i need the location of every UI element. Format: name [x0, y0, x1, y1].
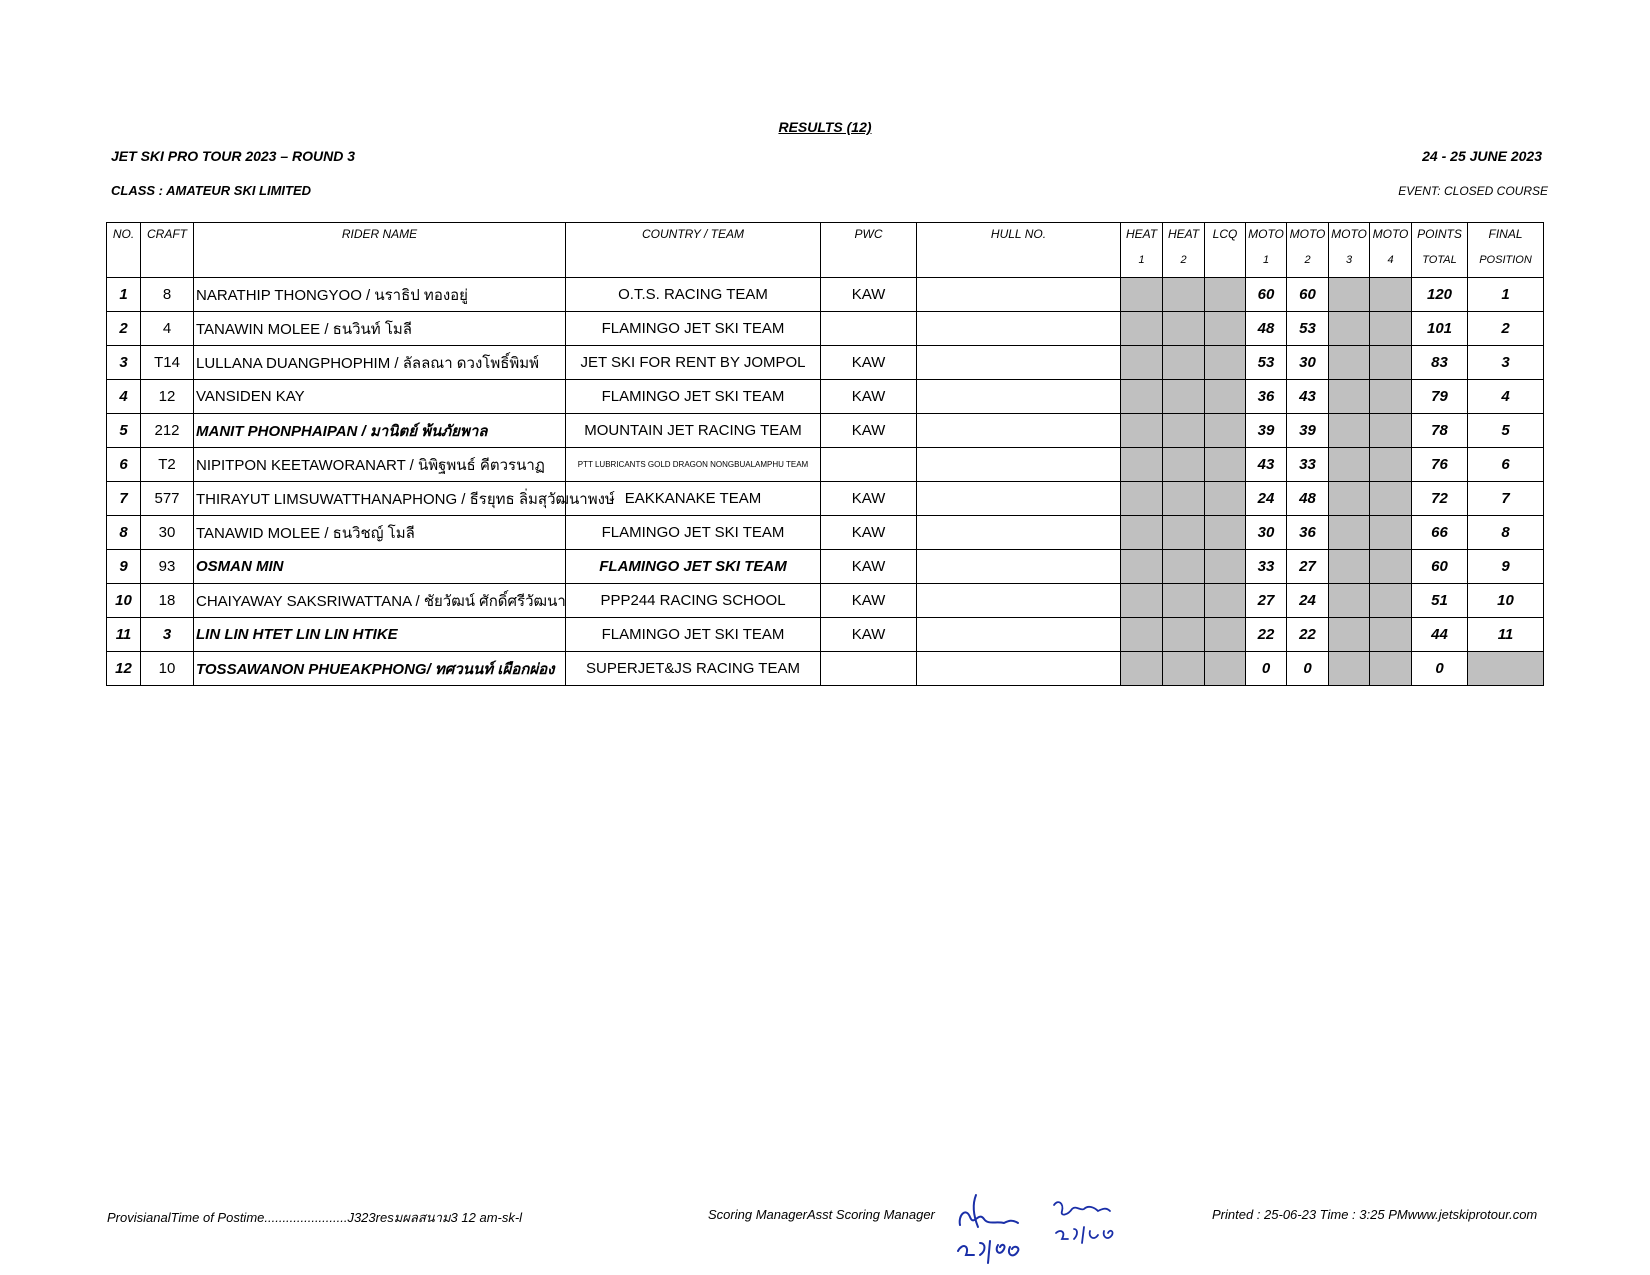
- moto-2: 30: [1287, 346, 1329, 380]
- column-header: [917, 223, 1121, 278]
- moto-2: 24: [1287, 584, 1329, 618]
- signature-scoring-manager: [958, 1195, 1018, 1263]
- country-team: FLAMINGO JET SKI TEAM: [566, 516, 821, 550]
- column-header-sublabel: 1: [1262, 254, 1270, 266]
- lcq: [1205, 414, 1246, 448]
- points-total: 72: [1412, 482, 1468, 516]
- column-header-label: COUNTRY / TEAM: [641, 227, 744, 241]
- moto-1: 36: [1246, 380, 1287, 414]
- row-number: 11: [107, 618, 141, 652]
- column-header-sublabel: TOTAL: [1422, 254, 1457, 266]
- column-header-sublabel: 4: [1387, 254, 1394, 266]
- pwc: KAW: [821, 550, 917, 584]
- moto-4: [1370, 618, 1412, 652]
- row-number: 1: [107, 278, 141, 312]
- moto-1: 30: [1246, 516, 1287, 550]
- table-header-row: [107, 223, 1544, 278]
- final-position: 4: [1468, 380, 1544, 414]
- table-row: [107, 346, 1544, 380]
- lcq: [1205, 550, 1246, 584]
- country-team: PPP244 RACING SCHOOL: [566, 584, 821, 618]
- moto-4: [1370, 312, 1412, 346]
- moto-2: 0: [1287, 652, 1329, 686]
- pwc: [821, 448, 917, 482]
- table-row: [107, 380, 1544, 414]
- rider-name: NIPITPON KEETAWORANART / นิพิฐพนธ์ คีตวรนาฏ: [194, 448, 566, 482]
- lcq: [1205, 278, 1246, 312]
- row-number: 2: [107, 312, 141, 346]
- moto-1: 48: [1246, 312, 1287, 346]
- column-header-label: CRAFT: [147, 227, 187, 241]
- table-body: [107, 278, 1544, 686]
- moto-1: 22: [1246, 618, 1287, 652]
- heat-2: [1163, 414, 1205, 448]
- points-total: 120: [1412, 278, 1468, 312]
- row-number: 3: [107, 346, 141, 380]
- craft-number: 212: [141, 414, 194, 448]
- column-header-sublabel: 2: [1304, 254, 1311, 266]
- heat-1: [1121, 550, 1163, 584]
- points-total: 66: [1412, 516, 1468, 550]
- hull-no: [917, 346, 1121, 380]
- points-total: 76: [1412, 448, 1468, 482]
- column-header-label: LCQ: [1212, 227, 1238, 241]
- final-position: 3: [1468, 346, 1544, 380]
- hull-no: [917, 516, 1121, 550]
- moto-2: 48: [1287, 482, 1329, 516]
- heat-2: [1163, 550, 1205, 584]
- moto-2: 27: [1287, 550, 1329, 584]
- craft-number: T2: [141, 448, 194, 482]
- rider-name: CHAIYAWAY SAKSRIWATTANA / ชัยวัฒน์ ศักดิ์ศรีวัฒนา: [194, 584, 566, 618]
- craft-number: 4: [141, 312, 194, 346]
- country-team: JET SKI FOR RENT BY JOMPOL: [566, 346, 821, 380]
- final-position: 5: [1468, 414, 1544, 448]
- column-header: [1329, 223, 1370, 278]
- lcq: [1205, 448, 1246, 482]
- heat-1: [1121, 346, 1163, 380]
- hull-no: [917, 448, 1121, 482]
- moto-2: 36: [1287, 516, 1329, 550]
- country-team: PTT LUBRICANTS GOLD DRAGON NONGBUALAMPHU TEAM: [566, 448, 821, 482]
- column-header-sublabel: 1: [1138, 254, 1145, 266]
- table-row: [107, 584, 1544, 618]
- moto-3: [1329, 380, 1370, 414]
- column-header-sublabel: 3: [1345, 254, 1353, 266]
- rider-name: TOSSAWANON PHUEAKPHONG/ ทศวนนท์ เผือกผ่อง: [194, 652, 566, 686]
- table-row: [107, 482, 1544, 516]
- column-header: [1287, 223, 1329, 278]
- row-number: 8: [107, 516, 141, 550]
- pwc: KAW: [821, 516, 917, 550]
- heat-2: [1163, 516, 1205, 550]
- footer-left: ProvisianalTime of Postime.......................J323resมผลสนาม3 12 am-sk-l: [107, 1210, 523, 1225]
- hull-no: [917, 380, 1121, 414]
- moto-3: [1329, 414, 1370, 448]
- craft-number: 12: [141, 380, 194, 414]
- hull-no: [917, 312, 1121, 346]
- points-total: 101: [1412, 312, 1468, 346]
- rider-name: NARATHIP THONGYOO / นราธิป ทองอยู่: [194, 278, 566, 312]
- column-header: [1468, 223, 1544, 278]
- column-header: [821, 223, 917, 278]
- pwc: KAW: [821, 584, 917, 618]
- hull-no: [917, 652, 1121, 686]
- final-position: 2: [1468, 312, 1544, 346]
- points-total: 83: [1412, 346, 1468, 380]
- table-row: [107, 278, 1544, 312]
- heat-1: [1121, 618, 1163, 652]
- column-header-label: NO.: [112, 227, 135, 241]
- heat-2: [1163, 448, 1205, 482]
- points-total: 44: [1412, 618, 1468, 652]
- final-position: 1: [1468, 278, 1544, 312]
- lcq: [1205, 380, 1246, 414]
- column-header: [1163, 223, 1205, 278]
- table-row: [107, 448, 1544, 482]
- heat-2: [1163, 482, 1205, 516]
- heat-2: [1163, 278, 1205, 312]
- hull-no: [917, 414, 1121, 448]
- column-header-sublabel: POSITION: [1479, 254, 1532, 266]
- moto-2: 22: [1287, 618, 1329, 652]
- signatures: [948, 1185, 1138, 1270]
- column-header-label: RIDER NAME: [341, 227, 418, 241]
- moto-4: [1370, 278, 1412, 312]
- heat-1: [1121, 312, 1163, 346]
- heat-1: [1121, 584, 1163, 618]
- row-number: 7: [107, 482, 141, 516]
- hull-no: [917, 550, 1121, 584]
- row-number: 5: [107, 414, 141, 448]
- heat-1: [1121, 278, 1163, 312]
- country-team: FLAMINGO JET SKI TEAM: [566, 380, 821, 414]
- heat-2: [1163, 652, 1205, 686]
- moto-1: 24: [1246, 482, 1287, 516]
- pwc: [821, 312, 917, 346]
- moto-4: [1370, 380, 1412, 414]
- lcq: [1205, 584, 1246, 618]
- craft-number: T14: [141, 346, 194, 380]
- event-title: JET SKI PRO TOUR 2023 – ROUND 3: [111, 148, 356, 164]
- rider-name: LIN LIN HTET LIN LIN HTIKE: [194, 618, 566, 652]
- results-title: RESULTS (12): [778, 119, 872, 135]
- moto-4: [1370, 482, 1412, 516]
- moto-4: [1370, 584, 1412, 618]
- signature-asst-scoring-manager: [1054, 1202, 1113, 1243]
- country-team: O.T.S. RACING TEAM: [566, 278, 821, 312]
- column-header: [1246, 223, 1287, 278]
- rider-name: THIRAYUT LIMSUWATTHANAPHONG / ธีรยุทธ ลิ่มสุวัฒนาพงษ์: [194, 482, 566, 516]
- row-number: 6: [107, 448, 141, 482]
- footer-middle: Scoring ManagerAsst Scoring Manager: [708, 1207, 935, 1222]
- column-header: [566, 223, 821, 278]
- table-row: [107, 414, 1544, 448]
- rider-name: MANIT PHONPHAIPAN / มานิตย์ พ้นภัยพาล: [194, 414, 566, 448]
- column-header: [1121, 223, 1163, 278]
- event-date: 24 - 25 JUNE 2023: [1422, 148, 1542, 164]
- lcq: [1205, 516, 1246, 550]
- country-team: EAKKANAKE TEAM: [566, 482, 821, 516]
- rider-name: TANAWIN MOLEE / ธนวินท์ โมลี: [194, 312, 566, 346]
- lcq: [1205, 482, 1246, 516]
- column-header-label: MOTO: [1289, 227, 1326, 241]
- moto-3: [1329, 312, 1370, 346]
- heat-2: [1163, 312, 1205, 346]
- moto-3: [1329, 516, 1370, 550]
- moto-2: 39: [1287, 414, 1329, 448]
- column-header: [107, 223, 141, 278]
- column-header-label: PWC: [854, 227, 883, 241]
- row-number: 4: [107, 380, 141, 414]
- moto-4: [1370, 414, 1412, 448]
- moto-4: [1370, 346, 1412, 380]
- column-header-label: POINTS: [1417, 227, 1462, 241]
- moto-3: [1329, 346, 1370, 380]
- moto-3: [1329, 278, 1370, 312]
- hull-no: [917, 482, 1121, 516]
- moto-3: [1329, 618, 1370, 652]
- moto-1: 27: [1246, 584, 1287, 618]
- pwc: [821, 652, 917, 686]
- table-row: [107, 652, 1544, 686]
- row-number: 9: [107, 550, 141, 584]
- column-header-label: MOTO: [1372, 227, 1409, 241]
- column-header: [1370, 223, 1412, 278]
- moto-1: 60: [1246, 278, 1287, 312]
- row-number: 12: [107, 652, 141, 686]
- column-header: [1412, 223, 1468, 278]
- pwc: KAW: [821, 618, 917, 652]
- lcq: [1205, 618, 1246, 652]
- heat-1: [1121, 448, 1163, 482]
- heat-1: [1121, 652, 1163, 686]
- moto-1: 33: [1246, 550, 1287, 584]
- heat-1: [1121, 482, 1163, 516]
- moto-1: 53: [1246, 346, 1287, 380]
- lcq: [1205, 312, 1246, 346]
- craft-number: 577: [141, 482, 194, 516]
- moto-3: [1329, 584, 1370, 618]
- moto-3: [1329, 448, 1370, 482]
- country-team: SUPERJET&JS RACING TEAM: [566, 652, 821, 686]
- craft-number: 3: [141, 618, 194, 652]
- lcq: [1205, 346, 1246, 380]
- moto-3: [1329, 482, 1370, 516]
- heat-1: [1121, 516, 1163, 550]
- heat-2: [1163, 618, 1205, 652]
- moto-2: 53: [1287, 312, 1329, 346]
- moto-1: 0: [1246, 652, 1287, 686]
- moto-2: 43: [1287, 380, 1329, 414]
- pwc: KAW: [821, 414, 917, 448]
- table-row: [107, 516, 1544, 550]
- hull-no: [917, 278, 1121, 312]
- final-position: 11: [1468, 618, 1544, 652]
- heat-2: [1163, 380, 1205, 414]
- craft-number: 18: [141, 584, 194, 618]
- rider-name: LULLANA DUANGPHOPHIM / ลัลลณา ดวงโพธิ์พิมพ์: [194, 346, 566, 380]
- lcq: [1205, 652, 1246, 686]
- craft-number: 8: [141, 278, 194, 312]
- heat-1: [1121, 414, 1163, 448]
- craft-number: 10: [141, 652, 194, 686]
- final-position: 8: [1468, 516, 1544, 550]
- rider-name: OSMAN MIN: [194, 550, 566, 584]
- column-header: [1205, 223, 1246, 278]
- final-position: [1468, 652, 1544, 686]
- points-total: 79: [1412, 380, 1468, 414]
- points-total: 78: [1412, 414, 1468, 448]
- country-team: FLAMINGO JET SKI TEAM: [566, 312, 821, 346]
- table-row: [107, 312, 1544, 346]
- craft-number: 30: [141, 516, 194, 550]
- heat-1: [1121, 380, 1163, 414]
- column-header: [194, 223, 566, 278]
- column-header-label: HULL NO.: [990, 227, 1047, 241]
- moto-4: [1370, 550, 1412, 584]
- event-type: EVENT: CLOSED COURSE: [1398, 184, 1548, 198]
- points-total: 60: [1412, 550, 1468, 584]
- moto-4: [1370, 652, 1412, 686]
- moto-3: [1329, 652, 1370, 686]
- moto-1: 43: [1246, 448, 1287, 482]
- column-header-sublabel: 2: [1180, 254, 1187, 266]
- results-table: [106, 222, 1544, 686]
- rider-name: TANAWID MOLEE / ธนวิชญ์ โมลี: [194, 516, 566, 550]
- column-header-label: HEAT: [1125, 227, 1158, 241]
- moto-2: 33: [1287, 448, 1329, 482]
- pwc: KAW: [821, 278, 917, 312]
- hull-no: [917, 618, 1121, 652]
- column-header-label: FINAL: [1488, 227, 1523, 241]
- column-header-label: MOTO: [1248, 227, 1284, 241]
- pwc: KAW: [821, 482, 917, 516]
- moto-4: [1370, 448, 1412, 482]
- footer-right: Printed : 25-06-23 Time : 3:25 PMwww.jetskiprotour.com: [1212, 1207, 1538, 1222]
- column-header-label: HEAT: [1167, 227, 1200, 241]
- final-position: 10: [1468, 584, 1544, 618]
- column-header: [141, 223, 194, 278]
- moto-3: [1329, 550, 1370, 584]
- class-label: CLASS : AMATEUR SKI LIMITED: [111, 183, 312, 198]
- points-total: 0: [1412, 652, 1468, 686]
- craft-number: 93: [141, 550, 194, 584]
- points-total: 51: [1412, 584, 1468, 618]
- heat-2: [1163, 584, 1205, 618]
- country-team: FLAMINGO JET SKI TEAM: [566, 550, 821, 584]
- row-number: 10: [107, 584, 141, 618]
- column-header-label: MOTO: [1331, 227, 1367, 241]
- rider-name: VANSIDEN KAY: [194, 380, 566, 414]
- hull-no: [917, 584, 1121, 618]
- final-position: 6: [1468, 448, 1544, 482]
- country-team: MOUNTAIN JET RACING TEAM: [566, 414, 821, 448]
- pwc: KAW: [821, 346, 917, 380]
- table-row: [107, 550, 1544, 584]
- pwc: KAW: [821, 380, 917, 414]
- moto-1: 39: [1246, 414, 1287, 448]
- moto-4: [1370, 516, 1412, 550]
- table-row: [107, 618, 1544, 652]
- final-position: 9: [1468, 550, 1544, 584]
- moto-2: 60: [1287, 278, 1329, 312]
- heat-2: [1163, 346, 1205, 380]
- country-team: FLAMINGO JET SKI TEAM: [566, 618, 821, 652]
- final-position: 7: [1468, 482, 1544, 516]
